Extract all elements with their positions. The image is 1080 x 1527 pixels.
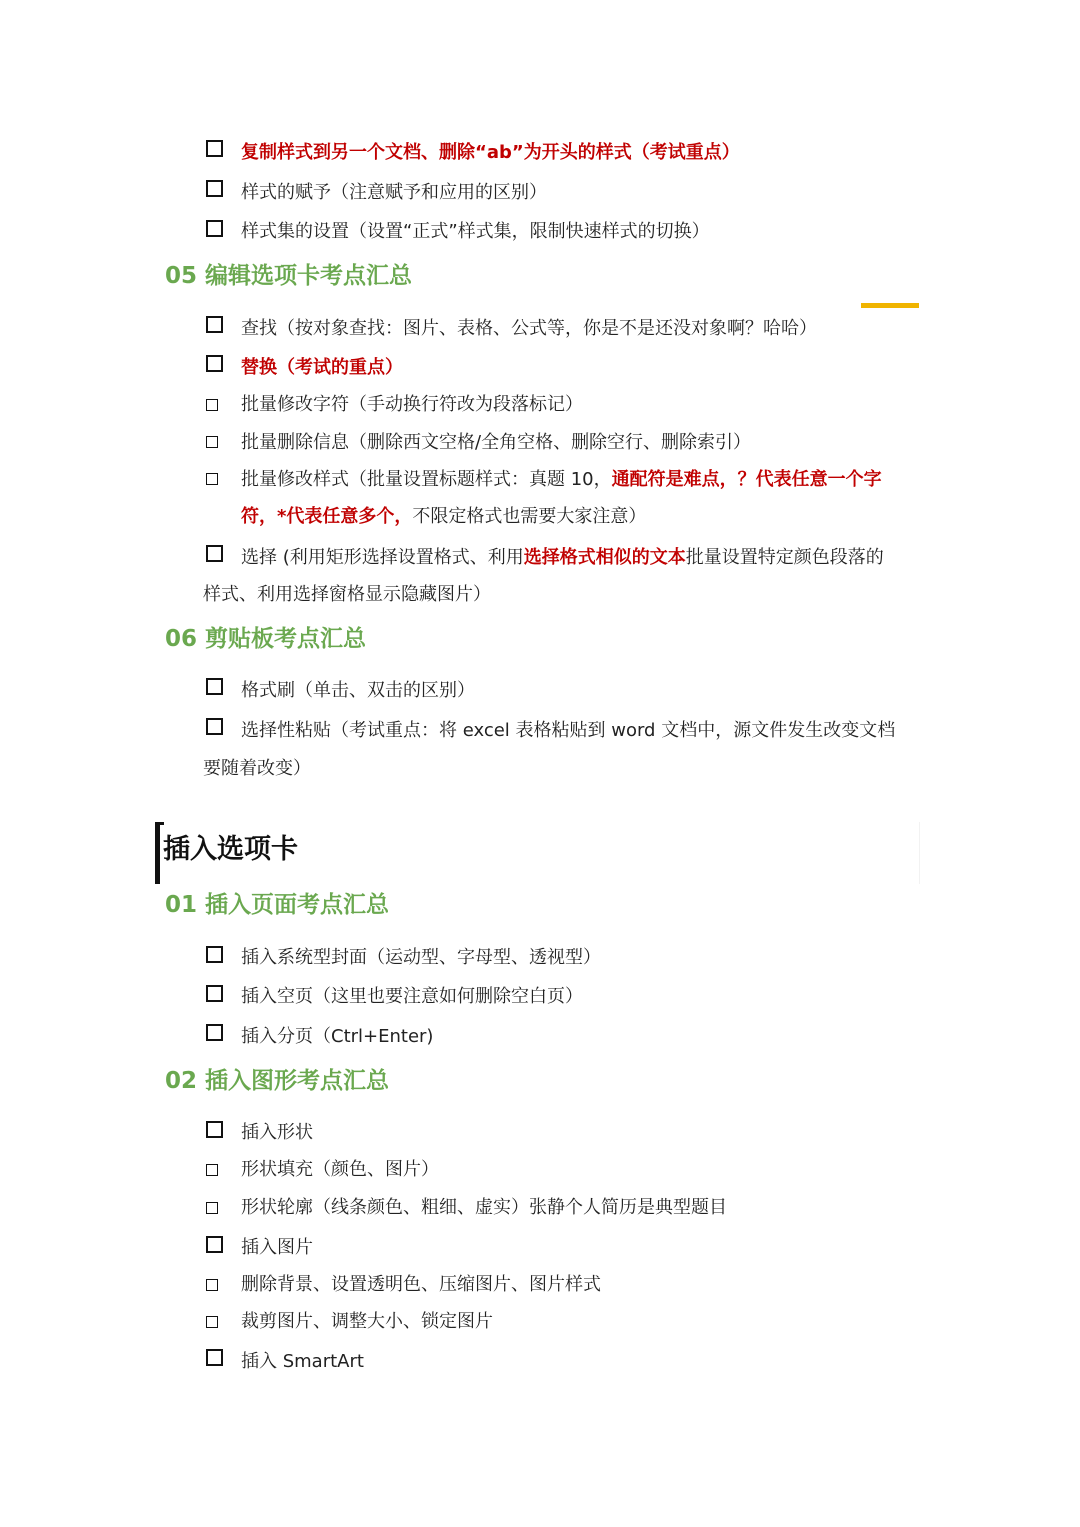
section-title: 05 编辑选项卡考点汇总	[165, 263, 413, 289]
checkbox-icon[interactable]	[206, 355, 223, 372]
checkbox-icon[interactable]	[206, 180, 223, 197]
list-item: 替换（考试的重点）	[241, 357, 403, 378]
list-item-continued	[241, 505, 646, 529]
list-item: 形状填充（颜色、图片）	[241, 1159, 439, 1180]
item-text: 不限定格式也需要大家注意）	[412, 506, 647, 527]
checkbox-icon[interactable]	[206, 1236, 223, 1253]
list-item	[241, 546, 884, 570]
checkbox-icon[interactable]	[206, 1121, 223, 1138]
item-text: 选择 (利用矩形选择设置格式、利用	[241, 547, 524, 568]
chapter-bar	[155, 822, 160, 884]
checkbox-icon[interactable]	[206, 946, 223, 963]
list-item: 格式刷（单击、双击的区别）	[241, 680, 475, 701]
checkbox-icon[interactable]	[206, 1279, 218, 1291]
chapter-divider	[919, 822, 920, 884]
list-item: 样式集的设置（设置“正式”样式集，限制快速样式的切换）	[241, 221, 710, 242]
checkbox-icon[interactable]	[206, 140, 223, 157]
checkbox-icon[interactable]	[206, 678, 223, 695]
checkbox-icon[interactable]	[206, 473, 218, 485]
item-highlight: 符，*代表任意多个，	[241, 506, 413, 527]
item-text: 批量修改样式（批量设置标题样式：真题 10，	[241, 469, 612, 490]
list-item: 插入图片	[241, 1237, 313, 1258]
list-item: 复制样式到另一个文档、删除“ab”为开头的样式（考试重点）	[241, 142, 740, 163]
checkbox-icon[interactable]	[206, 436, 218, 448]
list-item: 批量删除信息（删除西文空格/全角空格、删除空行、删除索引）	[241, 432, 752, 453]
checkbox-icon[interactable]	[206, 985, 223, 1002]
list-item: 插入分页（Ctrl+Enter)	[241, 1026, 434, 1047]
list-item: 删除背景、设置透明色、压缩图片、图片样式	[241, 1274, 601, 1295]
checkbox-icon[interactable]	[206, 718, 223, 735]
item-text: 批量设置特定颜色段落的	[685, 547, 884, 568]
list-item: 样式的赋予（注意赋予和应用的区别）	[241, 182, 547, 203]
list-item: 查找（按对象查找：图片、表格、公式等，你是不是还没对象啊？哈哈）	[241, 318, 817, 339]
checkbox-icon[interactable]	[206, 1202, 218, 1214]
checkbox-icon[interactable]	[206, 1316, 218, 1328]
checkbox-icon[interactable]	[206, 545, 223, 562]
item-highlight: 选择格式相似的文本	[523, 547, 686, 568]
list-item: 插入形状	[241, 1122, 313, 1143]
list-item: 选择性粘贴（考试重点：将 excel 表格粘贴到 word 文档中，源文件发生改变文档	[241, 720, 896, 741]
checkbox-icon[interactable]	[206, 1349, 223, 1366]
item-highlight: 通配符是难点，？代表任意一个字	[611, 469, 882, 490]
chapter-title: 插入选项卡	[163, 834, 298, 865]
section-title: 02 插入图形考点汇总	[165, 1068, 390, 1094]
chapter-bar-tick	[155, 822, 164, 825]
list-item-continued: 样式、利用选择窗格显示隐藏图片）	[203, 584, 491, 605]
checkbox-icon[interactable]	[206, 1024, 223, 1041]
section-title: 01 插入页面考点汇总	[165, 892, 390, 918]
list-item-continued: 要随着改变）	[203, 758, 311, 779]
list-item: 形状轮廓（线条颜色、粗细、虚实）张静个人简历是典型题目	[241, 1197, 727, 1218]
list-item: 插入 SmartArt	[241, 1351, 364, 1372]
checkbox-icon[interactable]	[206, 399, 218, 411]
list-item: 裁剪图片、调整大小、锁定图片	[241, 1311, 493, 1332]
list-item	[241, 468, 882, 492]
accent-bar	[861, 303, 919, 308]
list-item: 插入空页（这里也要注意如何删除空白页）	[241, 986, 583, 1007]
checkbox-icon[interactable]	[206, 316, 223, 333]
checkbox-icon[interactable]	[206, 220, 223, 237]
section-title: 06 剪贴板考点汇总	[165, 626, 367, 652]
checkbox-icon[interactable]	[206, 1164, 218, 1176]
list-item: 插入系统型封面（运动型、字母型、透视型）	[241, 947, 601, 968]
list-item: 批量修改字符（手动换行符改为段落标记）	[241, 394, 583, 415]
